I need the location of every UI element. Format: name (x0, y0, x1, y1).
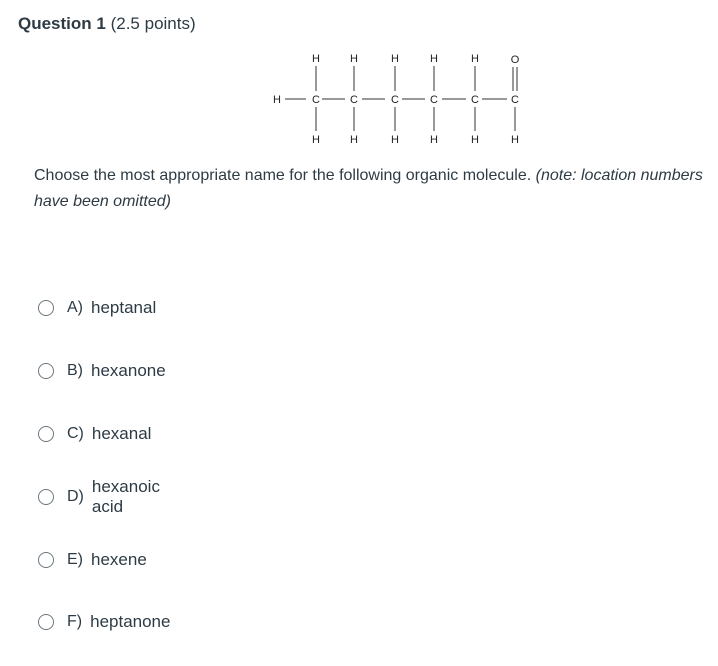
question-points: (2.5 points) (110, 14, 196, 33)
radio-button[interactable] (38, 614, 54, 630)
answer-text: heptanone (90, 612, 171, 631)
atom-top: H (430, 53, 438, 65)
prompt-text: Choose the most appropriate name for the following organic molecule. (34, 167, 532, 184)
answer-option-e[interactable] (38, 548, 147, 572)
atom-top: H (350, 53, 358, 65)
atom-top: H (391, 53, 399, 65)
question-title: Question 1 (18, 14, 106, 33)
atom-carbon: C (350, 94, 358, 106)
answer-letter: E) (67, 551, 83, 568)
answer-letter: A) (67, 299, 83, 316)
atom-bottom: H (471, 134, 479, 146)
answer-text: hexanal (91, 424, 152, 443)
answer-letter: F) (67, 613, 83, 630)
prompt-note: (note: location numbers have been omitted) (34, 167, 703, 210)
answer-letter: B) (67, 362, 83, 379)
answer-text: heptanal (91, 298, 157, 317)
molecule-structure (0, 0, 718, 160)
answer-option-f[interactable] (38, 610, 170, 634)
atom-oxygen: O (510, 54, 520, 66)
radio-button[interactable] (38, 489, 54, 505)
radio-button[interactable] (38, 363, 54, 379)
atom-left-h: H (273, 94, 281, 106)
atom-carbon: C (471, 94, 479, 106)
answer-option-b[interactable] (38, 359, 166, 383)
atom-carbon: C (391, 94, 399, 106)
atom-bottom: H (430, 134, 438, 146)
atom-top: H (312, 53, 320, 65)
question-prompt (34, 163, 704, 215)
atom-carbon: C (312, 94, 320, 106)
radio-button[interactable] (38, 426, 54, 442)
answer-option-c[interactable] (38, 422, 151, 446)
answer-letter: C) (67, 425, 84, 442)
atom-carbon: C (511, 94, 519, 106)
atom-bottom: H (312, 134, 320, 146)
atom-bottom: H (350, 134, 358, 146)
atom-carbon: C (430, 94, 438, 106)
answer-option-d[interactable] (38, 477, 160, 516)
atom-bottom: H (391, 134, 399, 146)
radio-button[interactable] (38, 300, 54, 316)
answer-option-a[interactable] (38, 296, 156, 320)
atom-bottom: H (511, 134, 519, 146)
answer-text: hexanone (91, 361, 166, 380)
answer-letter: D) (67, 488, 84, 505)
answer-text: hexene (91, 550, 147, 569)
radio-button[interactable] (38, 552, 54, 568)
atom-top: H (471, 53, 479, 65)
answer-text: hexanoic acid (91, 477, 160, 516)
